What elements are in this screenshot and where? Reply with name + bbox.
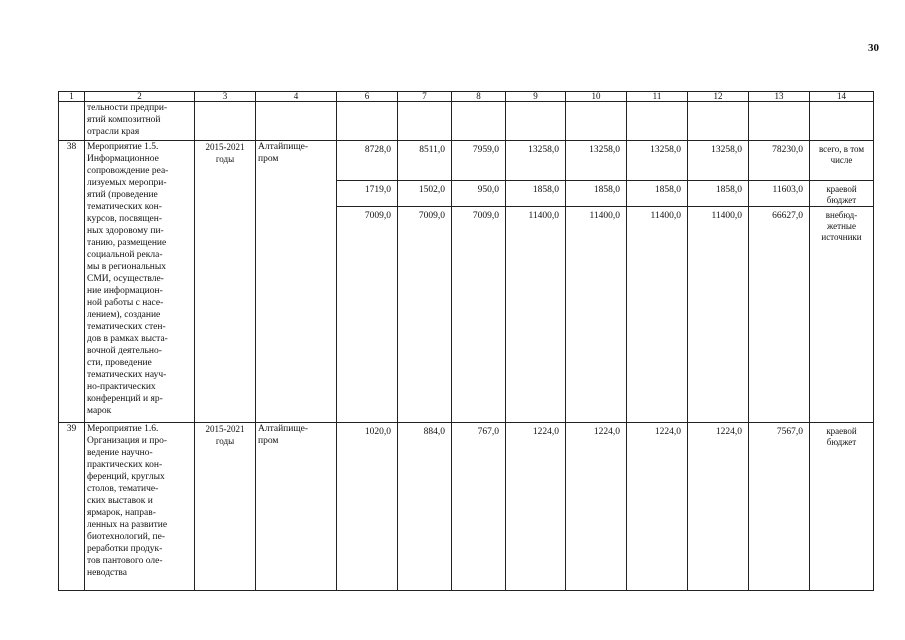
value-cell: 1502,0 [398, 181, 452, 207]
value-cell: 767,0 [452, 423, 506, 591]
value-cell: 1224,0 [688, 423, 749, 591]
row-description: Мероприятие 1.5. Информационное сопровождение реа- лизуемых меропри- ятий (проведение тематических кон- курсов, посвящен- ных здоровому пи- танию, размещение социальной рекла- мы в региональных СМИ, осуществле- ние информацион- ной работы с насе- лением), создание тематических стен- дов в рамках выста- вочной деятельно- сти, проведение тематических науч- но-практических конференций и яр- марок [85, 141, 195, 423]
program-table [58, 91, 874, 591]
empty-cell [256, 102, 337, 141]
header-cell: 7 [398, 92, 452, 102]
row-number: 39 [59, 423, 85, 591]
value-cell: 1224,0 [566, 423, 627, 591]
value-cell: 8511,0 [398, 141, 452, 181]
row-years: 2015-2021 годы [195, 141, 256, 423]
header-cell: 3 [195, 92, 256, 102]
value-cell: 7009,0 [337, 207, 398, 423]
empty-cell [688, 102, 749, 141]
value-cell: 7009,0 [452, 207, 506, 423]
value-cell: 884,0 [398, 423, 452, 591]
header-cell: 2 [85, 92, 195, 102]
value-cell: 7959,0 [452, 141, 506, 181]
value-cell: 1224,0 [506, 423, 566, 591]
empty-cell [810, 102, 874, 141]
empty-cell [566, 102, 627, 141]
table-row-38 [59, 141, 874, 181]
row-description: Мероприятие 1.6. Организация и про- ведение научно- практических кон- ференций, круглых столов, тематиче- ских выставок и ярмарок, направ- ленных на развитие биотехнологий, пе- реработки продук- тов пантового оле- неводства [85, 423, 195, 591]
header-cell: 12 [688, 92, 749, 102]
header-cell: 1 [59, 92, 85, 102]
value-cell: 950,0 [452, 181, 506, 207]
value-cell: 11400,0 [566, 207, 627, 423]
value-cell: 1858,0 [566, 181, 627, 207]
row-number [59, 102, 85, 141]
value-cell: 11400,0 [688, 207, 749, 423]
value-cell: 78230,0 [749, 141, 810, 181]
value-cell: 11603,0 [749, 181, 810, 207]
header-cell: 11 [627, 92, 688, 102]
value-cell: 13258,0 [566, 141, 627, 181]
value-cell: 7009,0 [398, 207, 452, 423]
header-cell: 14 [810, 92, 874, 102]
row-number: 38 [59, 141, 85, 423]
value-cell: 1719,0 [337, 181, 398, 207]
header-cell: 4 [256, 92, 337, 102]
row-executor: Алтайпище- пром [256, 423, 337, 591]
empty-cell [749, 102, 810, 141]
value-cell: 1858,0 [627, 181, 688, 207]
value-cell: 8728,0 [337, 141, 398, 181]
header-cell: 10 [566, 92, 627, 102]
value-cell: 13258,0 [688, 141, 749, 181]
empty-cell [506, 102, 566, 141]
value-cell: 1858,0 [506, 181, 566, 207]
value-cell: 11400,0 [627, 207, 688, 423]
empty-cell [627, 102, 688, 141]
funding-source: краевой бюджет [810, 181, 874, 207]
empty-cell [337, 102, 398, 141]
empty-cell [195, 102, 256, 141]
value-cell: 11400,0 [506, 207, 566, 423]
funding-source: всего, в том числе [810, 141, 874, 181]
value-cell: 1020,0 [337, 423, 398, 591]
empty-cell [398, 102, 452, 141]
page-number: 30 [868, 42, 879, 54]
value-cell: 66627,0 [749, 207, 810, 423]
row-description: тельности предпри- ятий композитной отрасли края [85, 102, 195, 141]
header-cell: 6 [337, 92, 398, 102]
row-years: 2015-2021 годы [195, 423, 256, 591]
header-cell: 9 [506, 92, 566, 102]
header-row [59, 92, 874, 102]
value-cell: 1224,0 [627, 423, 688, 591]
value-cell: 1858,0 [688, 181, 749, 207]
table-row-continuation [59, 102, 874, 141]
funding-source: краевой бюджет [810, 423, 874, 591]
header-cell: 8 [452, 92, 506, 102]
row-executor: Алтайпище- пром [256, 141, 337, 423]
table-row-39 [59, 423, 874, 591]
funding-source: внебюд-жетные источники [810, 207, 874, 423]
empty-cell [452, 102, 506, 141]
header-cell: 13 [749, 92, 810, 102]
value-cell: 13258,0 [506, 141, 566, 181]
value-cell: 7567,0 [749, 423, 810, 591]
value-cell: 13258,0 [627, 141, 688, 181]
